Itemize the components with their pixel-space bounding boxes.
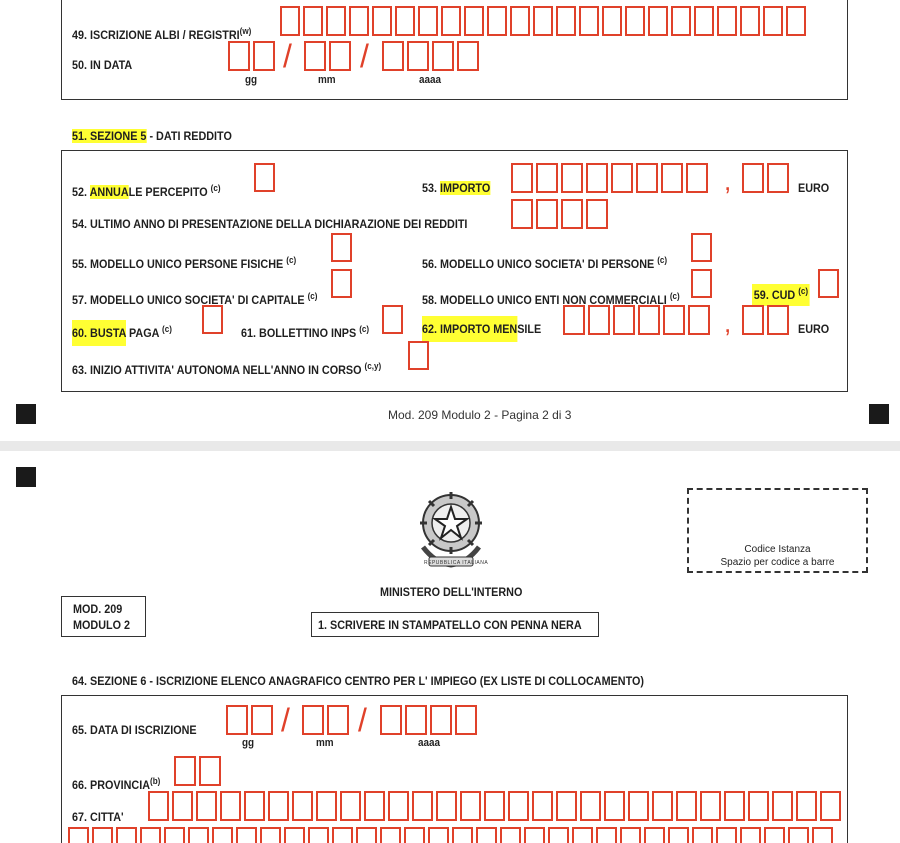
date-separator: /	[281, 702, 290, 738]
field-67-boxes-row2[interactable]	[68, 827, 833, 843]
date-year-boxes[interactable]	[382, 41, 479, 71]
codice-istanza-label: Codice Istanza	[744, 544, 811, 555]
field-59-box[interactable]	[818, 269, 839, 298]
ministry-title: MINISTERO DELL'INTERNO	[380, 585, 523, 599]
field-56-label: 56. MODELLO UNICO SOCIETA' DI PERSONE $^{(c)}$	[422, 255, 668, 271]
field-67-label: 67. CITTA'	[72, 810, 124, 824]
field-52-label: 52. ANNUALE PERCEPITO $^{(c)}$	[72, 183, 221, 199]
date-gg-label: gg	[242, 737, 255, 749]
date-day-boxes[interactable]	[228, 41, 275, 71]
field-57-box[interactable]	[331, 269, 352, 298]
field-52-box[interactable]	[254, 163, 275, 192]
italian-republic-emblem	[415, 487, 487, 571]
date-mm-label: mm	[318, 74, 336, 86]
section-5-title: 51. SEZIONE 5 - DATI REDDITO	[72, 129, 232, 143]
field-56-box[interactable]	[691, 233, 712, 262]
date-aaaa-label: aaaa	[418, 737, 441, 749]
euro-label: EURO	[798, 322, 830, 336]
registration-mark	[16, 467, 36, 487]
field-61-label: 61. BOLLETTINO INPS $^{(c)}$	[241, 324, 370, 340]
field-49-boxes[interactable]	[280, 6, 806, 36]
field-58-box[interactable]	[691, 269, 712, 298]
emblem-ribbon-text: REPUBBLICA ITALIANA	[424, 560, 489, 566]
field-63-label: 63. INIZIO ATTIVITA' AUTONOMA NELL'ANNO IN CORSO $^{(c,y)}$	[72, 361, 382, 377]
field-65-month-boxes[interactable]	[302, 705, 349, 735]
field-53-integer-boxes[interactable]	[511, 163, 708, 193]
field-67-boxes[interactable]	[148, 791, 841, 821]
date-aaaa-label: aaaa	[419, 74, 442, 86]
field-65-label: 65. DATA DI ISCRIZIONE	[72, 723, 197, 737]
field-54-boxes[interactable]	[511, 199, 608, 229]
date-separator: /	[360, 38, 369, 74]
date-separator: /	[283, 38, 292, 74]
field-61-box[interactable]	[382, 305, 403, 334]
date-month-boxes[interactable]	[304, 41, 351, 71]
field-62-integer-boxes[interactable]	[563, 305, 710, 335]
decimal-comma: ,	[724, 308, 732, 338]
field-53-label: 53. IMPORTO	[422, 181, 491, 195]
field-49-label: 49. ISCRIZIONE ALBI / REGISTRI$^{(w)}$	[72, 26, 252, 42]
date-gg-label: gg	[245, 74, 258, 86]
field-65-day-boxes[interactable]	[226, 705, 273, 735]
date-separator: /	[358, 702, 367, 738]
field-66-label: 66. PROVINCIA$^{(b)}$	[72, 776, 161, 792]
barcode-space-label: Spazio per codice a barre	[720, 557, 835, 568]
field-60-box[interactable]	[202, 305, 223, 334]
section-6-title: 64. SEZIONE 6 - ISCRIZIONE ELENCO ANAGRAFICO CENTRO PER L' IMPIEGO (EX LISTE DI COLLOCAMENTO)	[72, 674, 645, 688]
date-mm-label: mm	[316, 737, 334, 749]
mod-number: MOD. 209	[73, 602, 123, 616]
field-59-label: 59. CUD $^{(c)}$	[752, 284, 810, 302]
field-58-label: 58. MODELLO UNICO ENTI NON COMMERCIALI $^{(c)}$	[422, 291, 680, 307]
field-65-year-boxes[interactable]	[380, 705, 477, 735]
field-55-label: 55. MODELLO UNICO PERSONE FISICHE $^{(c)}$	[72, 255, 297, 271]
euro-label: EURO	[798, 181, 830, 195]
field-60-label: 60. BUSTA PAGA $^{(c)}$	[72, 322, 172, 340]
field-50-label: 50. IN DATA	[72, 58, 133, 72]
field-62-label: 62. IMPORTO MENSILE	[422, 322, 541, 336]
decimal-comma: ,	[724, 166, 732, 196]
registration-mark	[16, 404, 36, 424]
instruction-text: 1. SCRIVERE IN STAMPATELLO CON PENNA NERA	[318, 618, 582, 632]
field-63-box[interactable]	[408, 341, 429, 370]
field-53-decimal-boxes[interactable]	[742, 163, 789, 193]
mod-module: MODULO 2	[73, 618, 131, 632]
field-62-decimal-boxes[interactable]	[742, 305, 789, 335]
form-page-3	[0, 451, 900, 843]
field-66-boxes[interactable]	[174, 756, 221, 786]
field-54-label: 54. ULTIMO ANNO DI PRESENTAZIONE DELLA DICHIARAZIONE DEI REDDITI	[72, 217, 468, 231]
page-footer: Mod. 209 Modulo 2 - Pagina 2 di 3	[388, 408, 572, 422]
field-55-box[interactable]	[331, 233, 352, 262]
field-57-label: 57. MODELLO UNICO SOCIETA' DI CAPITALE $^{(c)}$	[72, 291, 318, 307]
registration-mark	[869, 404, 889, 424]
